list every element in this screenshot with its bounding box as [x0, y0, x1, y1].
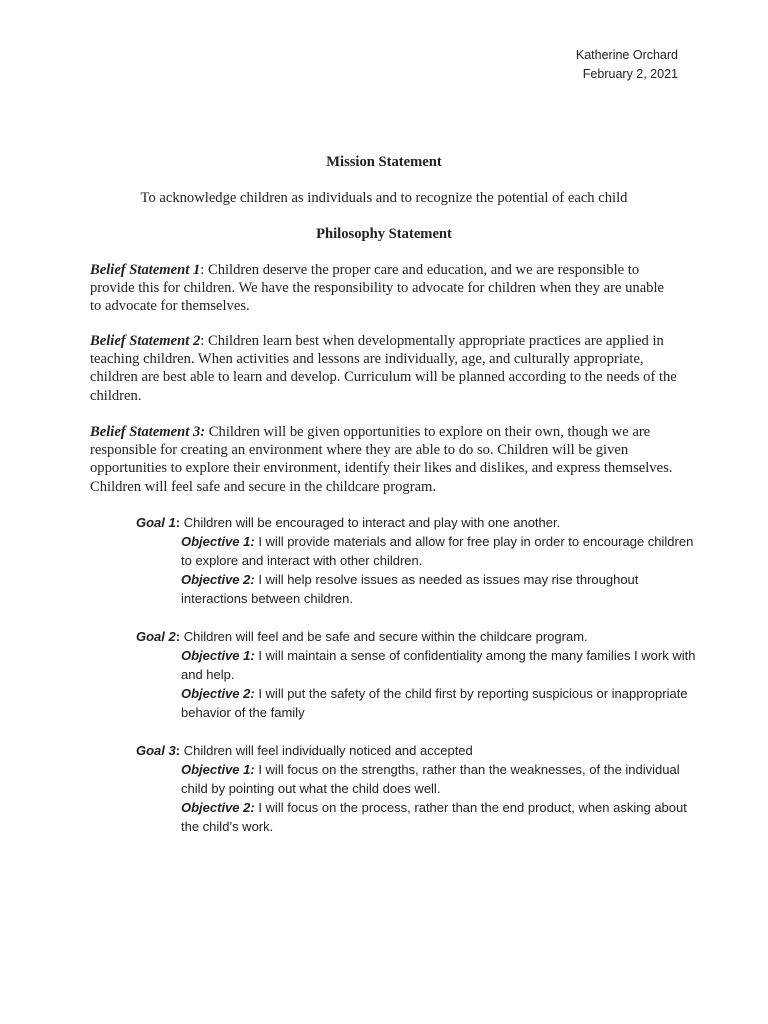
goal-separator: :	[175, 629, 181, 644]
belief-text: Children will be given opportunities to explore on their own, though we are responsible for creating an environment where they are able to do so. Children will be given opportunities to explore their environment, identify their likes and dislikes, and express themselves. Children will feel safe and secure in the childcare program.	[90, 424, 673, 495]
objective-label: Objective 1:	[181, 762, 255, 777]
objective-text: I will help resolve issues as needed as issues may rise throughout interactions between children.	[181, 572, 639, 606]
goal-separator: :	[175, 743, 181, 758]
belief-text: Children learn best when developmentally appropriate practices are applied in teaching children. When activities and lessons are individually, age, and culturally appropriate, children are best able to learn and develop. Curriculum will be planned according to the needs of the children.	[90, 333, 677, 404]
goal-separator: :	[175, 515, 181, 530]
belief-statement-3	[90, 423, 678, 496]
goal-label: Goal 3	[136, 743, 176, 758]
belief-separator: :	[200, 424, 206, 440]
belief-separator: :	[200, 333, 205, 349]
belief-statement-2	[90, 332, 678, 405]
objective-2	[136, 570, 696, 608]
objective-label: Objective 1:	[181, 534, 255, 549]
belief-separator: :	[200, 262, 205, 278]
objective-text: I will provide materials and allow for free play in order to encourage children to explore and interact with other children.	[181, 534, 694, 568]
objective-label: Objective 2:	[181, 800, 255, 815]
belief-label: Belief Statement 1	[90, 262, 201, 278]
goal-text: Children will feel and be safe and secure within the childcare program.	[180, 629, 588, 644]
author-name: Katherine Orchard	[575, 48, 678, 62]
objective-text: I will put the safety of the child first by reporting suspicious or inappropriate behavior of the family	[181, 686, 688, 720]
objective-2	[136, 798, 696, 836]
goal-text: Children will feel individually noticed and accepted	[180, 743, 473, 758]
document-header	[576, 46, 678, 84]
philosophy-title: Philosophy Statement	[316, 226, 452, 242]
belief-label: Belief Statement 3	[90, 424, 201, 440]
mission-title: Mission Statement	[326, 154, 442, 170]
objective-1	[136, 532, 696, 570]
goal-label: Goal 1	[136, 515, 176, 530]
objective-2	[136, 684, 696, 722]
mission-text: To acknowledge children as individuals and to recognize the potential of each child	[140, 190, 628, 206]
goal-line	[136, 513, 696, 532]
objective-1	[136, 646, 696, 684]
objective-text: I will focus on the strengths, rather than the weaknesses, of the individual child by pointing out what the child does well.	[181, 762, 680, 796]
goal-text: Children will be encouraged to interact and play with one another.	[180, 515, 561, 530]
belief-text: Children deserve the proper care and education, and we are responsible to provide this for children. We have the responsibility to advocate for children when they are unable to advocate for themselves.	[90, 262, 665, 315]
objective-text: I will maintain a sense of confidentiality among the many families I work with and help.	[181, 648, 696, 682]
goal-1	[136, 513, 696, 608]
belief-statement-1	[90, 261, 678, 316]
goal-line	[136, 741, 696, 760]
goal-label: Goal 2	[136, 629, 176, 644]
goal-3	[136, 741, 696, 836]
objective-1	[136, 760, 696, 798]
objective-label: Objective 1:	[181, 648, 255, 663]
document-date: February 2, 2021	[582, 67, 678, 81]
goal-2	[136, 627, 696, 722]
goal-line	[136, 627, 696, 646]
belief-label: Belief Statement 2	[90, 333, 201, 349]
objective-text: I will focus on the process, rather than the end product, when asking about the child’s work.	[181, 800, 687, 834]
objective-label: Objective 2:	[181, 572, 255, 587]
objective-label: Objective 2:	[181, 686, 255, 701]
